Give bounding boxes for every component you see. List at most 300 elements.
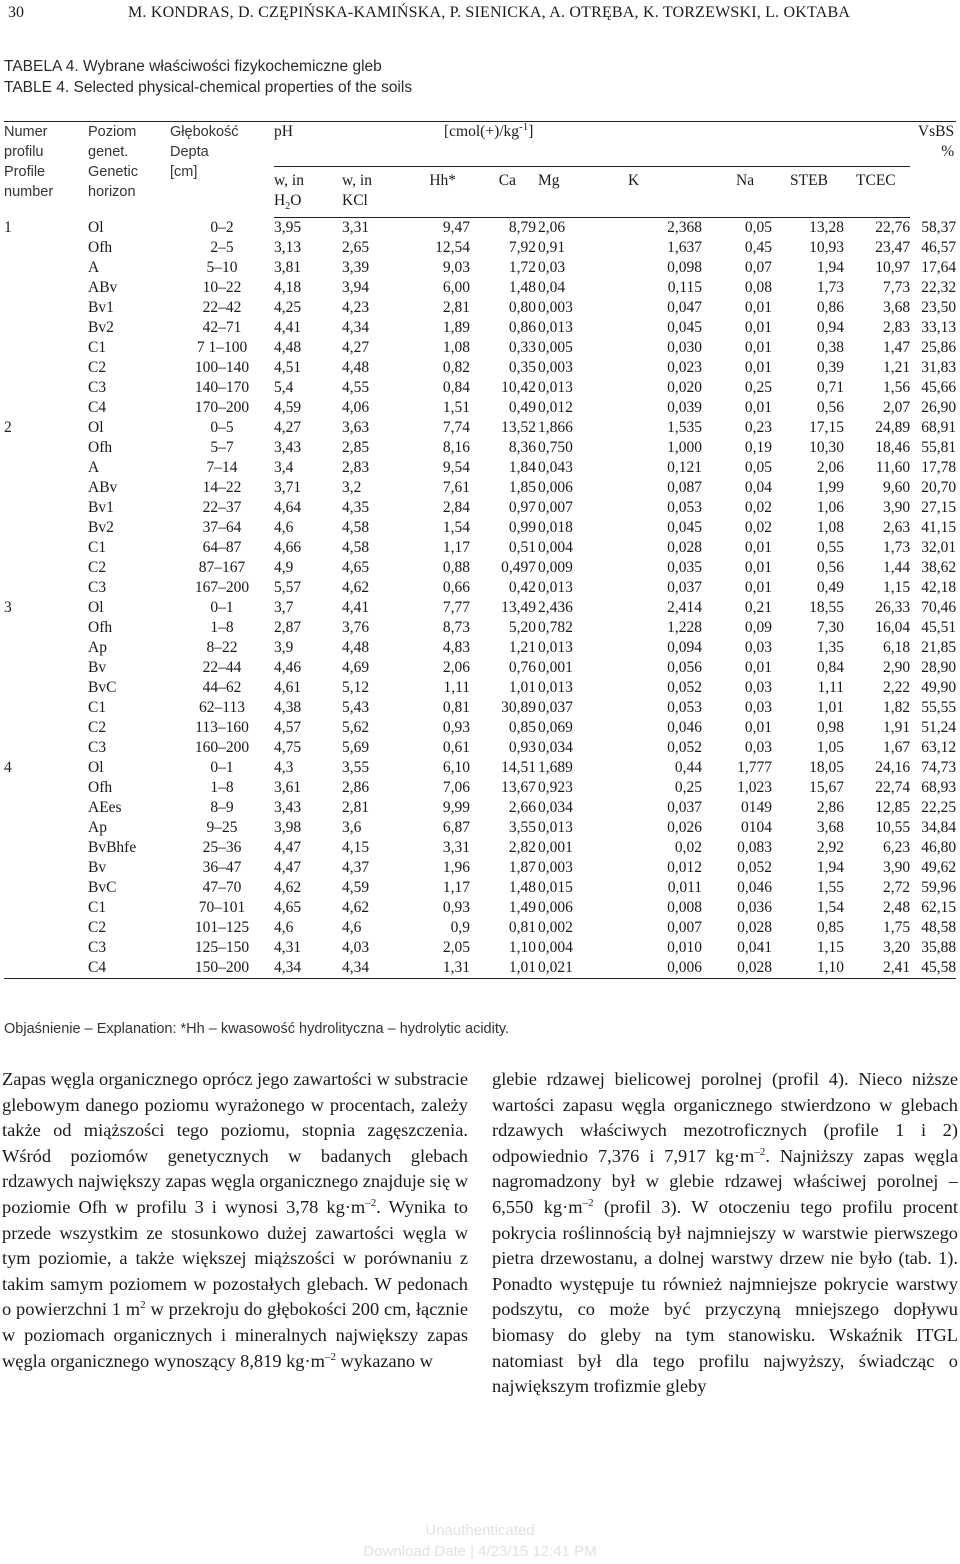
- cell-k: 0,026: [667, 819, 703, 837]
- cell-ph-kcl: 4,58: [342, 539, 370, 557]
- header-ca: Ca: [470, 167, 536, 218]
- cell-mg: 0,005: [538, 339, 573, 357]
- cell-depth: 160–200: [194, 739, 250, 757]
- cell-mg: 0,015: [538, 879, 573, 897]
- cell-steb: 0,85: [816, 919, 845, 937]
- cell-vsbs: 26,90: [921, 399, 957, 417]
- cell-k: 0,053: [667, 499, 703, 517]
- cell-vsbs: 45,51: [921, 619, 957, 637]
- cell-ca: 0,33: [508, 339, 537, 357]
- cell-steb: 1,08: [816, 519, 845, 537]
- cell-ca: 1,48: [508, 279, 537, 297]
- cell-mg: 0,750: [538, 439, 573, 457]
- cell-tcec: 26,33: [875, 599, 911, 617]
- cell-profile: 4: [4, 759, 12, 777]
- header-k: K: [614, 167, 702, 218]
- cell-mg: 0,04: [538, 279, 566, 297]
- table-row: [4, 578, 956, 598]
- cell-mg: 2,06: [538, 219, 566, 237]
- cell-profile: [4, 778, 88, 798]
- cell-horizon: C2: [88, 359, 107, 377]
- soil-properties-table: [4, 121, 956, 979]
- header-tcec: TCEC: [844, 167, 910, 218]
- table-row: [4, 938, 956, 958]
- cell-profile: [4, 658, 88, 678]
- cell-ph-kcl: 4,34: [342, 319, 370, 337]
- cell-ca: 1,87: [508, 859, 537, 877]
- cell-ph-h2o: 3,43: [274, 439, 302, 457]
- cell-na: 0,01: [744, 299, 773, 317]
- cell-ph-kcl: 3,94: [342, 279, 370, 297]
- cell-na: 0,25: [744, 379, 773, 397]
- cell-na: 0,02: [744, 499, 773, 517]
- paragraph: Zapas węgla organicznego oprócz jego zawartości w substracie glebowym danego poziomu wyrażonego w procentach, zależy także od miąższości tego poziomu, stopnia zagęszczenia. Wśród poziomów genetycznych w badanych glebach rdzawych największy zapas węgla organicznego znajduje się w poziomie Ofh w profilu 3 i wynosi 3,78 $kg\cdot m^{-2}$. Wynika to przede wszystkim ze stosunkowo dużej zawartości węgla w tym poziomie, a także większej miąższości w porównaniu z takim samym poziomem w pozostałych glebach. W pedonach o powierzchni 1 $m^2$ w przekroju do głębokości 200 cm, łącznie w poziomach organicznych i mineralnych największy zapas węgla organicznego wynoszący 8,819 $kg\cdot m^{-2}$ wykazano w: [2, 1069, 468, 1371]
- header-na: Na: [702, 167, 772, 218]
- cell-mg: 0,069: [538, 719, 573, 737]
- cell-profile: [4, 638, 88, 658]
- cell-ca: 8,36: [508, 439, 537, 457]
- cell-depth: 7 1–100: [196, 339, 248, 357]
- cell-hh: 4,83: [442, 639, 471, 657]
- cell-horizon: Ofh: [88, 239, 113, 257]
- cell-horizon: BvBhfe: [88, 839, 137, 857]
- cell-profile: [4, 238, 88, 258]
- cell-ph-kcl: 3,39: [342, 259, 370, 277]
- table-header: [4, 122, 956, 218]
- cell-ca: 1,01: [470, 958, 536, 979]
- cell-vsbs: 28,90: [921, 659, 957, 677]
- cell-vsbs: 46,57: [921, 239, 957, 257]
- cell-ph-h2o: 3,9: [274, 639, 294, 657]
- cell-k: 0,047: [667, 299, 703, 317]
- cell-depth: 8–9: [210, 799, 234, 817]
- header-cmol: $[cmol(+)/kg^{-1}]$: [404, 122, 910, 167]
- cell-k: 0,056: [667, 659, 703, 677]
- cell-mg: 0,034: [538, 739, 573, 757]
- running-head-authors: M. KONDRAS, D. CZĘPIŃSKA-KAMIŃSKA, P. SIENICKA, A. OTRĘBA, K. TORZEWSKI, L. OKTABA: [128, 4, 851, 21]
- cell-ca: 0,51: [508, 539, 537, 557]
- cell-steb: 1,10: [772, 958, 844, 979]
- cell-ph-h2o: 3,4: [274, 459, 294, 477]
- cell-vsbs: 55,81: [921, 439, 957, 457]
- cell-na: 0,028: [702, 958, 772, 979]
- cell-tcec: 2,90: [882, 659, 911, 677]
- cell-ca: 10,42: [501, 379, 537, 397]
- cell-hh: 2,06: [442, 659, 471, 677]
- cell-ph-h2o: 4,48: [274, 339, 302, 357]
- cell-k: 0,094: [667, 639, 703, 657]
- cell-depth: 25–36: [202, 839, 242, 857]
- cell-hh: 6,00: [442, 279, 471, 297]
- cell-profile: [4, 858, 88, 878]
- cell-depth: 0–2: [210, 218, 234, 236]
- cell-ca: 1,10: [508, 939, 537, 957]
- cell-k: 0,115: [667, 279, 703, 297]
- cell-ph-kcl: 4,35: [342, 499, 370, 517]
- cell-depth: 100–140: [194, 359, 250, 377]
- cell-profile: [4, 798, 88, 818]
- cell-ph-kcl: 2,83: [342, 459, 370, 477]
- cell-depth: 64–87: [202, 539, 242, 557]
- cell-ph-h2o: 4,31: [274, 939, 302, 957]
- cell-profile: [4, 358, 88, 378]
- cell-hh: 0,9: [450, 919, 471, 937]
- cell-depth: 9–25: [206, 819, 238, 837]
- cell-steb: 0,39: [816, 359, 845, 377]
- cell-steb: 0,56: [816, 559, 845, 577]
- cell-vsbs: 68,91: [921, 419, 957, 437]
- cell-ph-h2o: 4,51: [274, 359, 302, 377]
- cell-horizon: Bv: [88, 859, 107, 877]
- cell-tcec: 1,67: [882, 739, 911, 757]
- cell-ph-h2o: 4,66: [274, 539, 302, 557]
- cell-depth: 36–47: [202, 859, 242, 877]
- cell-horizon: Ofh: [88, 619, 113, 637]
- cell-ph-h2o: 4,59: [274, 399, 302, 417]
- cell-hh: 1,54: [442, 519, 471, 537]
- cell-ph-h2o: 3,13: [274, 239, 302, 257]
- cell-k: 0,02: [674, 839, 703, 857]
- cell-ph-h2o: 4,3: [274, 759, 294, 777]
- cell-profile: [4, 398, 88, 418]
- cell-na: 0,01: [744, 579, 773, 597]
- cell-tcec: 1,21: [882, 359, 911, 377]
- cell-ph-kcl: 4,41: [342, 599, 370, 617]
- cell-hh: 7,61: [442, 479, 471, 497]
- header-horizon: Poziom genet. Genetic horizon: [88, 122, 170, 218]
- cell-tcec: 1,56: [882, 379, 911, 397]
- cell-ca: 1,49: [508, 899, 537, 917]
- cell-k: 0,052: [667, 739, 703, 757]
- cell-steb: 10,93: [809, 239, 845, 257]
- cell-hh: 6,10: [442, 759, 471, 777]
- cell-na: 1,023: [737, 779, 773, 797]
- cell-depth: 22–37: [202, 499, 242, 517]
- cell-tcec: 3,68: [882, 299, 911, 317]
- cell-horizon: C4: [88, 958, 170, 979]
- cell-ph-h2o: 4,64: [274, 499, 302, 517]
- cell-depth: 5–10: [206, 259, 238, 277]
- cell-tcec: 2,72: [882, 879, 911, 897]
- cell-depth: 0–5: [210, 419, 234, 437]
- cell-ca: 0,497: [501, 559, 537, 577]
- cell-ph-kcl: 2,85: [342, 439, 370, 457]
- cell-ph-h2o: 2,87: [274, 619, 302, 637]
- table-row: [4, 718, 956, 738]
- cell-na: 0,07: [744, 259, 773, 277]
- cell-ca: 0,49: [508, 399, 537, 417]
- cell-k: 0,035: [667, 559, 703, 577]
- table-row: [4, 638, 956, 658]
- cell-tcec: 1,73: [882, 539, 911, 557]
- cell-profile: 2: [4, 419, 12, 437]
- cell-ca: 1,21: [508, 639, 537, 657]
- cell-depth: 70–101: [198, 899, 246, 917]
- cell-depth: 37–64: [202, 519, 242, 537]
- cell-tcec: 10,97: [875, 259, 911, 277]
- cell-hh: 1,89: [442, 319, 471, 337]
- cell-steb: 7,30: [816, 619, 845, 637]
- cell-k: 0,046: [667, 719, 703, 737]
- cell-tcec: 2,48: [882, 899, 911, 917]
- cell-tcec: 7,73: [882, 279, 911, 297]
- cell-k: 1,637: [667, 239, 703, 257]
- cell-steb: 1,55: [816, 879, 845, 897]
- cell-steb: 13,28: [809, 219, 845, 237]
- cell-ph-h2o: 3,7: [274, 599, 294, 617]
- cell-ca: 1,72: [508, 259, 537, 277]
- cell-ca: 0,85: [508, 719, 537, 737]
- cell-k: 0,052: [667, 679, 703, 697]
- cell-ph-h2o: 4,61: [274, 679, 302, 697]
- header-ph-kcl: w, in KCl: [334, 167, 404, 218]
- cell-tcec: 23,47: [875, 239, 911, 257]
- cell-na: 0,45: [744, 239, 773, 257]
- cell-k: 0,007: [667, 919, 703, 937]
- cell-vsbs: 49,90: [921, 679, 957, 697]
- cell-na: 0,02: [744, 519, 773, 537]
- cell-tcec: 11,60: [875, 459, 911, 477]
- cell-ph-kcl: 2,81: [342, 799, 370, 817]
- cell-tcec: 1,75: [882, 919, 911, 937]
- cell-vsbs: 45,58: [910, 958, 956, 979]
- cell-horizon: Ofh: [88, 439, 113, 457]
- cell-mg: 0,007: [538, 499, 573, 517]
- cell-ca: 2,66: [508, 799, 537, 817]
- cell-vsbs: 48,58: [921, 919, 957, 937]
- cell-na: 0,05: [744, 459, 773, 477]
- cell-mg: 0,004: [538, 539, 573, 557]
- cell-k: 1,535: [667, 419, 703, 437]
- cell-horizon: C3: [88, 739, 107, 757]
- cell-horizon: C1: [88, 699, 107, 717]
- cell-ph-kcl: 4,03: [342, 939, 370, 957]
- cell-vsbs: 70,46: [921, 599, 957, 617]
- cell-k: 0,121: [667, 459, 703, 477]
- cell-mg: 0,043: [538, 459, 573, 477]
- cell-horizon: C1: [88, 899, 107, 917]
- cell-steb: 2,92: [816, 839, 845, 857]
- cell-k: 0,023: [667, 359, 703, 377]
- cell-hh: 8,16: [442, 439, 471, 457]
- cell-ca: 2,82: [508, 839, 537, 857]
- cell-ca: 0,35: [508, 359, 537, 377]
- cell-mg: 0,003: [538, 359, 573, 377]
- table-row: [4, 558, 956, 578]
- cell-profile: [4, 438, 88, 458]
- cell-depth: 22–42: [202, 299, 242, 317]
- cell-horizon: C3: [88, 579, 107, 597]
- cell-tcec: 12,85: [875, 799, 911, 817]
- cell-ca: 0,93: [508, 739, 537, 757]
- cell-hh: 1,96: [442, 859, 471, 877]
- cell-profile: [4, 278, 88, 298]
- cell-k: 0,098: [667, 259, 703, 277]
- cell-horizon: A: [88, 459, 100, 477]
- cell-horizon: AEes: [88, 799, 122, 817]
- cell-mg: 0,003: [538, 859, 573, 877]
- header-vsbs: VsBS %: [910, 122, 956, 218]
- table-row: [4, 758, 956, 778]
- cell-hh: 1,17: [442, 879, 471, 897]
- cell-hh: 0,93: [442, 719, 471, 737]
- cell-mg: 0,034: [538, 799, 573, 817]
- cell-tcec: 16,04: [875, 619, 911, 637]
- cell-k: 0,44: [674, 759, 703, 777]
- cell-hh: 1,17: [442, 539, 471, 557]
- cell-profile: [4, 518, 88, 538]
- cell-na: 0,041: [737, 939, 773, 957]
- cell-tcec: 3,90: [882, 499, 911, 517]
- cell-hh: 1,31: [404, 958, 470, 979]
- cell-horizon: C2: [88, 719, 107, 737]
- cell-steb: 2,86: [816, 799, 845, 817]
- cell-ph-kcl: 4,34: [334, 958, 404, 979]
- cell-ph-kcl: 4,23: [342, 299, 370, 317]
- cell-steb: 1,94: [816, 259, 845, 277]
- cell-tcec: 24,16: [875, 759, 911, 777]
- cell-ph-h2o: 5,57: [274, 579, 302, 597]
- cell-profile: [4, 378, 88, 398]
- cell-profile: [4, 718, 88, 738]
- cell-ph-kcl: 5,69: [342, 739, 370, 757]
- table-row: [4, 458, 956, 478]
- cell-depth: 8–22: [206, 639, 238, 657]
- cell-hh: 0,84: [442, 379, 471, 397]
- cell-vsbs: 45,66: [921, 379, 957, 397]
- cell-horizon: C3: [88, 939, 107, 957]
- cell-tcec: 24,89: [875, 419, 911, 437]
- cell-ca: 0,76: [508, 659, 537, 677]
- table-row: [4, 778, 956, 798]
- cell-steb: 1,73: [816, 279, 845, 297]
- cell-profile: [4, 938, 88, 958]
- cell-mg: 0,923: [538, 779, 573, 797]
- cell-tcec: 2,22: [882, 679, 911, 697]
- cell-k: 2,368: [667, 219, 703, 237]
- cell-na: 0,03: [744, 679, 773, 697]
- cell-profile: [4, 818, 88, 838]
- cell-mg: 2,436: [538, 599, 573, 617]
- cell-mg: 0,003: [538, 299, 573, 317]
- cell-depth: 2–5: [210, 239, 234, 257]
- table-row: [4, 878, 956, 898]
- cell-ca: 5,20: [508, 619, 537, 637]
- cell-ph-h2o: 4,57: [274, 719, 302, 737]
- cell-k: 0,039: [667, 399, 703, 417]
- cell-horizon: Ap: [88, 639, 107, 657]
- cell-horizon: Bv: [88, 659, 107, 677]
- table-row: [4, 278, 956, 298]
- cell-vsbs: 63,12: [921, 739, 957, 757]
- cell-mg: 0,013: [538, 379, 573, 397]
- cell-profile: [4, 478, 88, 498]
- cell-ph-kcl: 3,76: [342, 619, 370, 637]
- paragraph: glebie rdzawej bielicowej porolnej (profil 4). Nieco niższe wartości zapasu węgla organicznego stwierdzono w glebach rdzawych właściwych mezotroficznych (profile 1 i 2) odpowiednio 7,376 i 7,917 $kg\cdot m^{-2}$. Najniższy zapas węgla nagromadzony był w glebie rdzawej właściwej porolnej – 6,550 $kg\cdot m^{-2}$ (profil 3). W otoczeniu tego profilu procent pokrycia roślinnością był najmniejszy w warstwie pierwszego pietra drzewostanu, a dolnej warstwy drzew nie było (tab. 1). Ponadto występuje tu również najmniejsze pokrycie warstwy podszytu, co może być przyczyną mniejszego dopływu biomasy do gleby na tym stanowisku. Wskaźnik ITGL natomiast był dla tego profilu najwyższy, świadcząc o największym trofizmie gleby: [492, 1069, 958, 1397]
- cell-profile: [4, 558, 88, 578]
- cell-steb: 0,71: [816, 379, 845, 397]
- cell-horizon: Ol: [88, 759, 104, 777]
- cell-hh: 7,77: [442, 599, 471, 617]
- cell-na: 0149: [741, 799, 773, 817]
- cell-k: 0,087: [667, 479, 703, 497]
- cell-horizon: ABv: [88, 479, 118, 497]
- cell-hh: 2,84: [442, 499, 471, 517]
- cell-ph-h2o: 3,95: [274, 219, 302, 237]
- cell-steb: 0,86: [816, 299, 845, 317]
- cell-horizon: BvC: [88, 679, 117, 697]
- cell-k: 0,045: [667, 319, 703, 337]
- cell-vsbs: 68,93: [921, 779, 957, 797]
- cell-ph-h2o: 4,9: [274, 559, 294, 577]
- table-row: [4, 258, 956, 278]
- cell-ph-kcl: 3,63: [342, 419, 370, 437]
- cell-tcec: 10,55: [875, 819, 911, 837]
- cell-hh: 7,06: [442, 779, 471, 797]
- cell-profile: [4, 698, 88, 718]
- cell-horizon: Bv2: [88, 519, 114, 537]
- cell-na: 0,01: [744, 659, 773, 677]
- cell-tcec: 22,76: [875, 219, 911, 237]
- cell-tcec: 1,82: [882, 699, 911, 717]
- cell-ph-kcl: 4,06: [342, 399, 370, 417]
- cell-k: 0,030: [667, 339, 703, 357]
- cell-mg: 0,013: [538, 319, 573, 337]
- cell-vsbs: 35,88: [921, 939, 957, 957]
- cell-k: 0,25: [674, 779, 703, 797]
- watermark-line-2: Download Date | 4/23/15 12:41 PM: [363, 1543, 597, 1560]
- cell-profile: [4, 538, 88, 558]
- cell-ph-h2o: 3,98: [274, 819, 302, 837]
- cell-vsbs: 34,84: [921, 819, 957, 837]
- cell-tcec: 2,63: [882, 519, 911, 537]
- cell-mg: 0,002: [538, 919, 573, 937]
- cell-na: 0,083: [737, 839, 773, 857]
- cell-ph-h2o: 3,71: [274, 479, 302, 497]
- cell-hh: 6,87: [442, 819, 471, 837]
- cell-ca: 0,97: [508, 499, 537, 517]
- cell-na: 0,23: [744, 419, 773, 437]
- cell-ph-h2o: 4,46: [274, 659, 302, 677]
- table-row: [4, 298, 956, 318]
- cell-ca: 3,55: [508, 819, 537, 837]
- cell-ph-kcl: 4,6: [342, 919, 362, 937]
- table-row: [4, 538, 956, 558]
- cell-hh: 8,73: [442, 619, 471, 637]
- cell-hh: 0,66: [442, 579, 471, 597]
- cell-ph-h2o: 4,62: [274, 879, 302, 897]
- cell-tcec: 6,18: [882, 639, 911, 657]
- cell-hh: 2,81: [442, 299, 471, 317]
- cell-k: 0,008: [667, 899, 703, 917]
- cell-vsbs: 17,64: [921, 259, 957, 277]
- cell-ph-kcl: 3,6: [342, 819, 362, 837]
- table-row: [4, 898, 956, 918]
- cell-ph-kcl: 3,31: [342, 219, 370, 237]
- cell-hh: 9,03: [442, 259, 471, 277]
- table-row: [4, 838, 956, 858]
- cell-tcec: 9,60: [882, 479, 911, 497]
- cell-profile: [4, 258, 88, 278]
- cell-depth: 22–44: [202, 659, 242, 677]
- table-row: [4, 518, 956, 538]
- header-ph-h2o: w, in $H_2O$: [274, 167, 334, 218]
- cell-mg: 0,009: [538, 559, 573, 577]
- table-row: [4, 478, 956, 498]
- cell-steb: 0,55: [816, 539, 845, 557]
- cell-ph-h2o: 4,75: [274, 739, 302, 757]
- cell-na: 0,03: [744, 699, 773, 717]
